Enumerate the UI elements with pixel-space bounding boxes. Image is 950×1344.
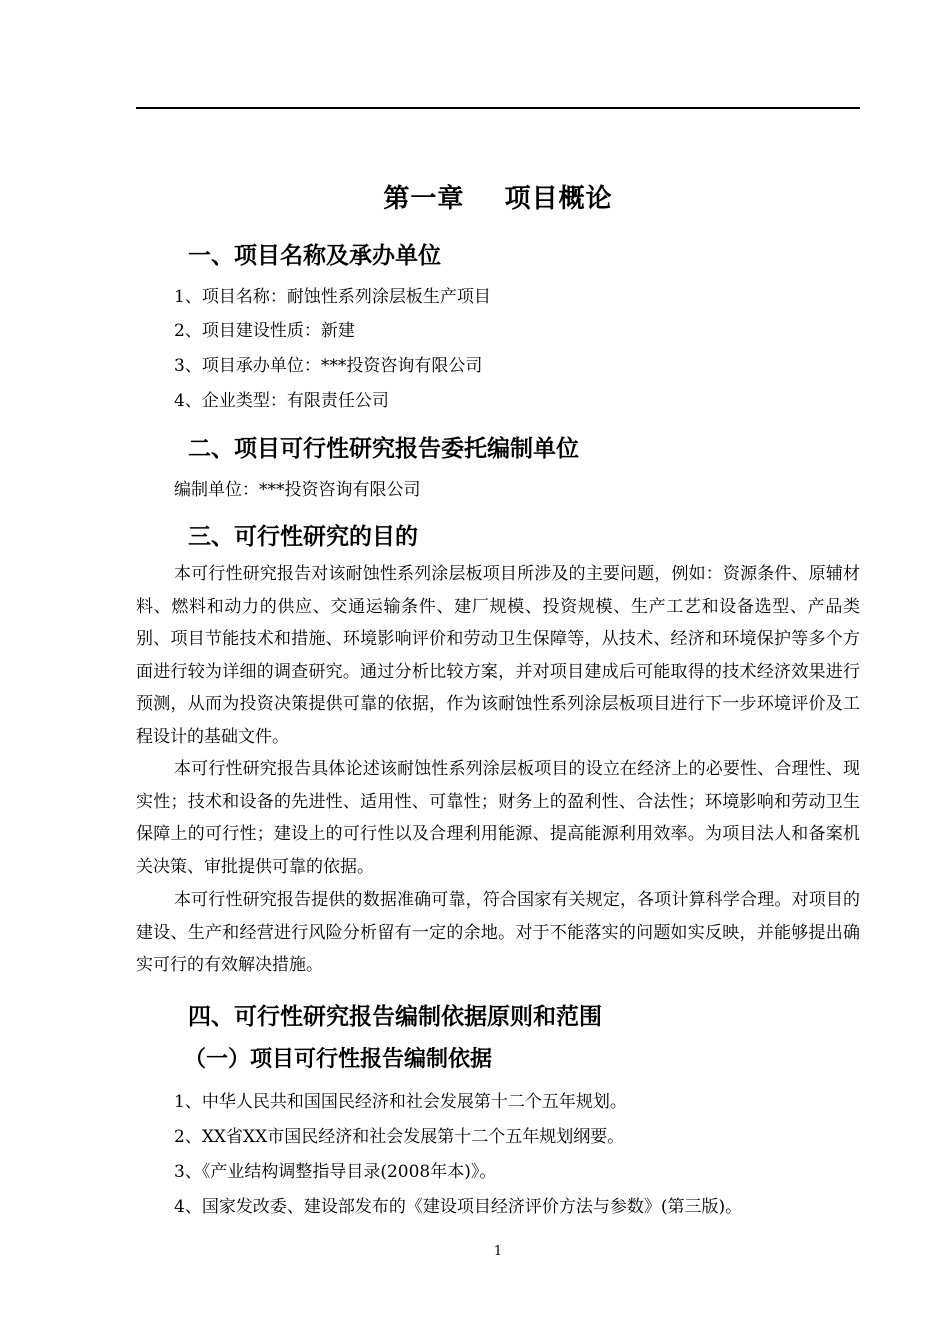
section-1-item: 2、项目建设性质：新建 [174,321,355,341]
section-4-item: 3、《产业结构调整指导目录(2008年本)》。 [174,1162,497,1182]
section-4-heading: 四、可行性研究报告编制依据原则和范围 [188,1003,602,1030]
section-3-paragraph: 本可行性研究报告提供的数据准确可靠，符合国家有关规定，各项计算科学合理。对项目的建设、生产和经营进行风险分析留有一定的余地。对于不能落实的问题如实反映，并能够提出确实可行的有效解决措施。 [136,890,860,975]
section-1-item: 3、项目承办单位：***投资咨询有限公司 [174,356,483,376]
section-1-item: 1、项目名称：耐蚀性系列涂层板生产项目 [174,287,491,307]
section-4-subheading: （一）项目可行性报告编制依据 [184,1046,493,1072]
section-1-heading: 一、项目名称及承办单位 [188,242,441,269]
page-number: 1 [493,1244,503,1259]
section-4-item: 2、XX省XX市国民经济和社会发展第十二个五年规划纲要。 [174,1127,625,1147]
section-3-heading: 三、可行性研究的目的 [188,523,418,550]
section-2-text: 编制单位：***投资咨询有限公司 [174,480,421,500]
header-rule [136,107,860,109]
section-3-paragraph: 本可行性研究报告对该耐蚀性系列涂层板项目所涉及的主要问题，例如：资源条件、原辅材料、燃料和动力的供应、交通运输条件、建厂规模、投资规模、生产工艺和设备选型、产品类别、项目节能技术和措施、环境影响评价和劳动卫生保障等，从技术、经济和环境保护等多个方面进行较为详细的调查研究。通过分析比较方案，并对项目建成后可能取得的技术经济效果进行预测，从而为投资决策提供可靠的依据，作为该耐蚀性系列涂层板项目进行下一步环境评价及工程设计的基础文件。 [136,564,860,747]
section-3-paragraph: 本可行性研究报告具体论述该耐蚀性系列涂层板项目的设立在经济上的必要性、合理性、现实性；技术和设备的先进性、适用性、可靠性；财务上的盈利性、合法性；环境影响和劳动卫生保障上的可行性；建设上的可行性以及合理利用能源、提高能源利用效率。为项目法人和备案机关决策、审批提供可靠的依据。 [136,759,860,877]
section-2-heading: 二、项目可行性研究报告委托编制单位 [188,435,579,462]
section-4-item: 4、国家发改委、建设部发布的《建设项目经济评价方法与参数》(第三版)。 [174,1197,743,1217]
section-1-item: 4、企业类型：有限责任公司 [174,391,389,411]
chapter-title: 第一章 项目概论 [383,184,613,214]
section-4-item: 1、中华人民共和国国民经济和社会发展第十二个五年规划。 [174,1092,627,1112]
